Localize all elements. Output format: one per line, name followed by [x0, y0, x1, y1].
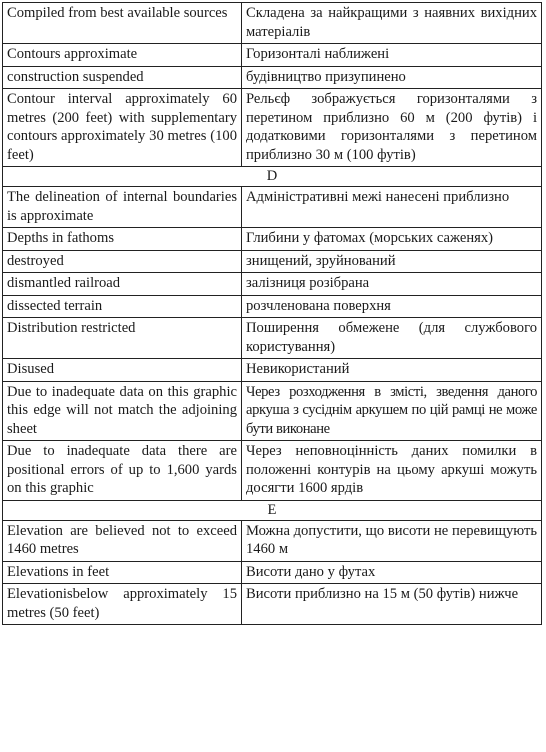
ukrainian-translation: Складена за найкращими з наявних вихідних матеріалів — [242, 3, 542, 44]
ukrainian-translation: Глибини у фатомах (морських саженях) — [242, 228, 542, 251]
table-row — [3, 89, 542, 167]
table-row — [3, 273, 542, 296]
ukrainian-translation: Рельєф зображується горизонталями з перетином приблизно 60 м (200 футів) і додатковими горизонталями з перетином приблизно 30 м (100 футів) — [242, 89, 542, 167]
english-term: The delineation of internal boundaries is approximate — [3, 187, 242, 228]
ukrainian-translation: Через розходження в змісті, зведення даного аркуша з сусіднім аркушем по цій рамці не може бути виконане — [242, 381, 542, 441]
english-term: Contour interval approximately 60 metres (200 feet) with supplementary contours approximately 30 metres (100 feet) — [3, 89, 242, 167]
english-term: dismantled railroad — [3, 273, 242, 296]
table-row — [3, 561, 542, 584]
english-term: Depths in fathoms — [3, 228, 242, 251]
table-row — [3, 3, 542, 44]
table-row — [3, 318, 542, 359]
ukrainian-translation: Через неповноцінність даних помилки в положенні контурів на цьому аркуші можуть досягти 1600 ярдів — [242, 441, 542, 501]
table-row — [3, 359, 542, 382]
table-row — [3, 250, 542, 273]
table-row — [3, 228, 542, 251]
english-term: Elevationisbelow approximately 15 metres (50 feet) — [3, 584, 242, 625]
ukrainian-translation: Адміністративні межі нанесені приблизно — [242, 187, 542, 228]
section-letter: D — [3, 167, 542, 187]
ukrainian-translation: будівництво призупинено — [242, 66, 542, 89]
english-term: Elevations in feet — [3, 561, 242, 584]
english-term: Compiled from best available sources — [3, 3, 242, 44]
ukrainian-translation: Горизонталі наближені — [242, 44, 542, 67]
english-term: Due to inadequate data on this graphic this edge will not match the adjoining sheet — [3, 381, 242, 441]
section-letter: E — [3, 500, 542, 520]
table-row — [3, 66, 542, 89]
glossary-table — [2, 2, 542, 625]
section-header-row — [3, 500, 542, 520]
table-row — [3, 441, 542, 501]
table-row — [3, 187, 542, 228]
ukrainian-translation: Висоти приблизно на 15 м (50 футів) нижче — [242, 584, 542, 625]
english-term: Elevation are believed not to exceed 1460 metres — [3, 520, 242, 561]
english-term: Contours approximate — [3, 44, 242, 67]
table-row — [3, 520, 542, 561]
english-term: destroyed — [3, 250, 242, 273]
english-term: Disused — [3, 359, 242, 382]
english-term: Distribution restricted — [3, 318, 242, 359]
ukrainian-translation: Невикористаний — [242, 359, 542, 382]
english-term: Due to inadequate data there are positional errors of up to 1,600 yards on this graphic — [3, 441, 242, 501]
ukrainian-translation: Висоти дано у футах — [242, 561, 542, 584]
english-term: dissected terrain — [3, 295, 242, 318]
section-header-row — [3, 167, 542, 187]
ukrainian-translation: Можна допустити, що висоти не перевищують 1460 м — [242, 520, 542, 561]
ukrainian-translation: розчленована поверхня — [242, 295, 542, 318]
english-term: construction suspended — [3, 66, 242, 89]
ukrainian-translation: Поширення обмежене (для службового користування) — [242, 318, 542, 359]
ukrainian-translation: залізниця розібрана — [242, 273, 542, 296]
table-row — [3, 584, 542, 625]
table-row — [3, 381, 542, 441]
table-row — [3, 295, 542, 318]
table-row — [3, 44, 542, 67]
ukrainian-translation: знищений, зруйнований — [242, 250, 542, 273]
